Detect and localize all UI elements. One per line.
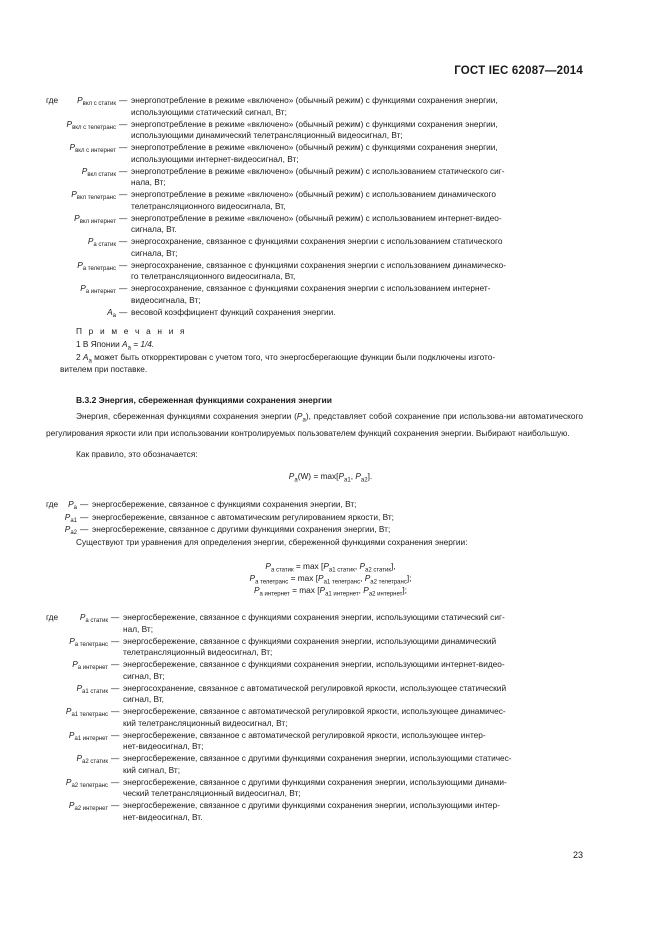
definition-text xyxy=(123,683,583,695)
formula-lhs-sub: a статик xyxy=(270,567,294,574)
formula-max: = max [ xyxy=(288,573,319,583)
definition-term xyxy=(74,213,116,229)
paragraph-3: Существуют три уравнения для определения энергии, сбереженной функциями сохранения энергии: xyxy=(76,537,468,547)
definition-prefix-wrap xyxy=(46,612,58,624)
definition-line-2-text: нет-видеосигнал, Вт. xyxy=(123,811,203,822)
definition-line-2-text: сигнал, Вт; xyxy=(123,670,165,681)
definition-line: энергосбережение, связанное с функциями сохранения энергии, Вт; xyxy=(92,499,357,509)
formula-end: ]; xyxy=(402,585,407,595)
formula-lhs-sub: a телетранс xyxy=(255,579,289,586)
definition-term xyxy=(69,636,108,652)
definition-line-2 xyxy=(123,741,583,753)
definition-subscript: a статик xyxy=(85,618,108,624)
formula-term-1-sub: a1 статик xyxy=(328,567,355,574)
definition-dash: — xyxy=(80,499,89,509)
definition-dash: — xyxy=(119,259,128,270)
definition-subscript: a xyxy=(73,505,77,511)
formula-main xyxy=(0,471,661,484)
definition-subscript: a2 телетранс xyxy=(71,782,108,789)
definition-text xyxy=(131,283,583,295)
definition-line-1: энергосохранение, связанное с функциями сохранения энергии с использованием интернет- xyxy=(131,283,491,293)
definition-line-2-text: использующими статический сигнал, Вт; xyxy=(131,106,287,117)
definition-line-1: энергопотребление в режиме «включено» (обычный режим) с использованием статического сиг- xyxy=(131,165,505,176)
definition-subscript: a1 интернет xyxy=(74,735,108,742)
formula-term-2-sub: a2 телетранс xyxy=(370,579,407,586)
definition-text xyxy=(92,499,583,511)
definition-subscript: a1 статик xyxy=(82,688,108,695)
definition-dash: — xyxy=(111,776,120,787)
note-2-pre: 2 xyxy=(76,352,83,362)
formula-t2-sub: a2 xyxy=(360,477,368,484)
definition-text xyxy=(131,142,583,154)
definition-line-2 xyxy=(131,271,583,283)
definition-line-2 xyxy=(123,647,583,659)
definition-symbol: P xyxy=(68,499,74,509)
definition-line-1: энергосохранение, связанное с функциями сохранения энергии с использованием динамическо- xyxy=(131,259,507,270)
definition-line-2 xyxy=(123,788,583,800)
definition-line: энергосбережение, связанное с автоматическим регулированием яркости, Вт; xyxy=(92,511,394,522)
note-1-pre: 1 В Японии xyxy=(76,339,123,349)
definition-subscript: вкл с телетранс xyxy=(72,124,116,131)
definition-line-1: энергосбережение, связанное с функциями сохранения энергии, использующими динамический xyxy=(123,635,497,646)
definition-term xyxy=(80,612,108,628)
formula-max: = max [ xyxy=(293,561,324,571)
definition-subscript: a статик xyxy=(93,242,116,248)
formula-term-1: P xyxy=(319,585,326,595)
definition-subscript: вкл телетранс xyxy=(76,195,116,201)
definition-term xyxy=(80,283,116,299)
formula-sep: , xyxy=(358,585,364,595)
definition-subscript: a интернет xyxy=(77,665,108,671)
formula-sep: , xyxy=(354,561,360,571)
definition-text xyxy=(123,730,583,742)
definition-subscript: a2 xyxy=(70,530,77,536)
definition-dash: — xyxy=(119,118,128,129)
definition-symbol: A xyxy=(107,306,113,317)
definition-symbol: P xyxy=(77,259,83,270)
definition-symbol: P xyxy=(68,729,75,740)
formula-end: ], xyxy=(390,561,396,571)
definition-line-1: энергопотребление в режиме «включено» (обычный режим) с использованием интернет-видео- xyxy=(131,212,502,223)
definition-prefix-wrap xyxy=(46,95,58,107)
definition-subscript: a2 статик xyxy=(82,759,108,765)
formula-end: ]; xyxy=(406,573,412,583)
definition-line-2-text: телетрансляционного видеосигнала, Вт, xyxy=(131,200,286,211)
definition-subscript: a xyxy=(112,312,116,319)
definition-line-2 xyxy=(131,130,583,142)
definition-line-1: энергосбережение, связанное с другими функциями сохранения энергии, использующими статичес- xyxy=(123,753,512,763)
definition-line-2 xyxy=(131,248,583,260)
definition-line-2 xyxy=(123,624,583,636)
definition-text xyxy=(131,260,583,272)
definition-text xyxy=(123,706,583,718)
para1-b: ), представляет собой сохранение при использова-ни автоматического регулирования яркости или при использовании контролируемых пользователем функций сохранения энергии. Выбирают наибольшую. xyxy=(46,411,583,438)
definition-subscript: a1 xyxy=(70,517,77,524)
definition-subscript: вкл с статик xyxy=(82,101,116,107)
definition-line-2-text: сигнала, Вт; xyxy=(131,247,178,258)
definition-line-2-text: сигнал, Вт, xyxy=(123,694,164,704)
paragraph-2: Как правило, это обозначается: xyxy=(76,449,198,459)
definition-dash: — xyxy=(111,612,120,622)
formula-t1: P xyxy=(338,471,345,481)
definition-line-2-text: телетрансляционный видеосигнал, Вт; xyxy=(123,647,273,657)
definition-line-2-text: использующими интернет-видеосигнал, Вт; xyxy=(131,153,299,164)
definition-subscript: a телетранс xyxy=(74,641,108,648)
definition-term xyxy=(82,166,116,182)
definition-line-1: энергопотребление в режиме «включено» (обычный режим) с функциями сохранения энергии, xyxy=(131,118,498,129)
formula-sep: , xyxy=(350,471,356,481)
notes-title: П р и м е ч а н и я xyxy=(76,326,187,336)
definition-text xyxy=(131,95,583,107)
formula-lhs: P xyxy=(265,561,271,571)
formula-lhs: P xyxy=(249,573,256,583)
definition-symbol: P xyxy=(64,524,71,534)
formula-term-2: P xyxy=(364,573,371,583)
formula-sep: , xyxy=(360,573,365,583)
definition-line-1: энергосбережение, связанное с функциями сохранения энергии, использующими интернет-видео- xyxy=(123,659,505,669)
definition-line-2-text: кий сигнал, Вт; xyxy=(123,764,181,775)
formula-term-1: P xyxy=(323,561,329,571)
note-1-symbol: A xyxy=(122,339,128,349)
definition-line-2 xyxy=(123,694,583,706)
definition-line-2-text: нала, Вт; xyxy=(131,177,166,187)
definition-text xyxy=(92,512,583,524)
definition-text xyxy=(123,777,583,789)
note-1-sub: a xyxy=(127,345,131,352)
definition-text xyxy=(131,307,583,319)
definition-line-1: энергосохранение, связанное с автоматической регулировкой яркости, использующее статический xyxy=(123,682,507,693)
definition-line-1: энергосбережение, связанное с другими функциями сохранения энергии, использующими интер- xyxy=(123,800,500,810)
note-2-text: может быть откорректирован с учетом того, что энергосберегающие функции были подключены изгото- xyxy=(91,352,496,362)
definition-line-2 xyxy=(131,177,583,189)
definition-term xyxy=(71,189,116,205)
definition-prefix: где xyxy=(46,95,59,105)
standard-header: ГОСТ IEC 62087—2014 xyxy=(454,65,583,77)
note-2-symbol: A xyxy=(82,352,89,362)
definition-dash: — xyxy=(111,682,120,693)
definition-line-1: энергопотребление в режиме «включено» (обычный режим) с функциями сохранения энергии, xyxy=(131,95,498,105)
definition-text xyxy=(131,166,583,178)
formula-lhs: P xyxy=(288,471,295,481)
formula-row xyxy=(0,573,661,586)
note-2-sub: a xyxy=(88,358,92,365)
definition-line-2-text: го телетрансляционного видеосигнала, Вт, xyxy=(131,271,296,281)
definition-dash: — xyxy=(80,511,89,522)
definition-symbol: P xyxy=(65,706,72,716)
note-2-line2: вителем при поставке. xyxy=(60,364,148,374)
formula-end: ]. xyxy=(367,471,373,481)
definition-subscript: a интернет xyxy=(85,289,116,295)
section-title: B.3.2 Энергия, сбереженная функциями сохранения энергии xyxy=(76,395,332,405)
definition-line-1: энергосбережение, связанное с функциями сохранения энергии, использующими статический сиг- xyxy=(123,612,505,622)
paragraph-1 xyxy=(46,410,583,439)
definition-symbol: P xyxy=(74,212,80,223)
definition-line-2 xyxy=(131,224,583,236)
definition-subscript: a2 интернет xyxy=(74,806,108,812)
definition-symbol: P xyxy=(71,189,77,199)
formula-max: = max [ xyxy=(289,585,320,595)
definition-text xyxy=(123,800,583,812)
definition-dash: — xyxy=(119,212,128,223)
definition-line-2-text: нет-видеосигнал, Вт; xyxy=(123,741,204,751)
definition-line-1: энергосохранение, связанное с функциями сохранения энергии с использованием статического xyxy=(131,236,503,246)
definition-line-2-text: сигнала, Вт. xyxy=(131,224,177,234)
definition-symbol: P xyxy=(69,142,76,152)
definition-line-2 xyxy=(131,154,583,166)
definition-subscript: вкл статик xyxy=(87,171,116,178)
definition-text xyxy=(123,753,583,765)
definition-symbol: P xyxy=(77,95,83,105)
definition-term xyxy=(66,706,108,722)
definition-subscript: вкл интернет xyxy=(79,218,116,225)
definition-text xyxy=(131,213,583,225)
definition-symbol: P xyxy=(69,635,75,646)
formula-row xyxy=(0,585,661,598)
definition-symbol: P xyxy=(76,753,83,763)
formula-term-2-sub: a2 интернет xyxy=(368,591,403,598)
definition-dash: — xyxy=(111,753,120,763)
definition-prefix-wrap xyxy=(46,499,58,511)
formula-t1-sub: a1 xyxy=(344,477,351,484)
definition-line-2 xyxy=(131,201,583,213)
definition-dash: — xyxy=(119,306,128,317)
definition-term xyxy=(72,659,108,675)
definition-term xyxy=(107,307,116,323)
para1-sub: a xyxy=(302,417,306,424)
definition-line-2-text: ческий телетрансляционный видеосигнал, Вт; xyxy=(123,788,301,798)
formula-term-1-sub: a1 интернет xyxy=(325,591,359,598)
definition-symbol: P xyxy=(80,283,86,293)
definition-subscript: вкл с интернет xyxy=(75,148,116,154)
definition-dash: — xyxy=(119,283,128,293)
definition-term xyxy=(77,95,116,111)
definition-symbol: P xyxy=(87,236,94,246)
definition-line-2-text: нал, Вт; xyxy=(123,623,154,634)
definition-line-2-text: использующими динамический телетрансляционный видеосигнал, Вт; xyxy=(131,130,403,140)
definition-prefix: где xyxy=(46,612,59,622)
para1-symbol: P xyxy=(296,411,303,421)
definition-symbol: P xyxy=(65,776,72,787)
definition-dash: — xyxy=(111,729,120,740)
definition-line-1: энергосбережение, связанное с автоматической регулировкой яркости, использующее динамичес- xyxy=(123,706,506,716)
definition-term xyxy=(69,800,108,816)
definition-text xyxy=(92,524,583,536)
definition-dash: — xyxy=(119,142,128,152)
definition-line-2 xyxy=(131,295,583,307)
para1-a: Энергия, сбереженная функциями сохранения энергии ( xyxy=(76,411,297,421)
definition-term xyxy=(67,119,116,135)
formula-row xyxy=(0,561,661,574)
definition-term xyxy=(77,753,109,769)
definition-text xyxy=(131,236,583,248)
page-number: 23 xyxy=(572,850,583,860)
definition-line-2 xyxy=(123,812,583,824)
definition-line-1: энергопотребление в режиме «включено» (обычный режим) с функциями сохранения энергии, xyxy=(131,142,498,152)
formula-lhs-sub: a интернет xyxy=(259,591,290,598)
definition-line-1: весовой коэффициент функций сохранения энергии. xyxy=(131,306,336,317)
definition-symbol: P xyxy=(81,165,88,176)
note-1-post: = 1/4. xyxy=(130,339,155,349)
definition-text xyxy=(131,189,583,201)
definition-line-2-text: кий телетрансляционный видеосигнал, Вт; xyxy=(123,717,288,728)
definition-dash: — xyxy=(80,524,89,534)
definition-prefix: где xyxy=(46,499,59,509)
definition-symbol: P xyxy=(79,612,86,622)
definition-line-1: энергопотребление в режиме «включено» (обычный режим) с использованием динамического xyxy=(131,189,496,199)
definition-line-1: энергосбережение, связанное с автоматической регулировкой яркости, использующее интер- xyxy=(123,729,486,740)
definition-line: энергосбережение, связанное с другими функциями сохранения энергии, Вт; xyxy=(92,524,391,534)
formula-mid: (W) = max[ xyxy=(297,471,339,481)
definition-term xyxy=(70,142,116,158)
definition-dash: — xyxy=(111,706,120,716)
definition-line-2 xyxy=(123,671,583,683)
definition-term xyxy=(77,683,109,699)
definition-line-2 xyxy=(123,718,583,730)
formula-lhs-sub: a xyxy=(294,477,298,484)
definition-term xyxy=(88,236,116,252)
formula-term-2-sub: a2 статик xyxy=(365,567,391,574)
definition-subscript: a1 телетранс xyxy=(71,712,108,718)
definition-dash: — xyxy=(119,236,128,246)
formula-term-2: P xyxy=(359,561,365,571)
formula-term-1: P xyxy=(318,573,324,583)
formula-lhs: P xyxy=(254,585,260,595)
definition-dash: — xyxy=(111,635,120,646)
formula-term-1-sub: a1 телетранс xyxy=(323,579,361,586)
definition-symbol: P xyxy=(68,800,75,810)
definition-symbol: P xyxy=(76,682,83,693)
definition-text xyxy=(131,119,583,131)
formula-term-2: P xyxy=(363,585,369,595)
definition-term xyxy=(77,260,116,276)
definition-text xyxy=(123,659,583,671)
definition-symbol: P xyxy=(72,659,78,669)
definition-text xyxy=(123,612,583,624)
definition-line-2 xyxy=(123,765,583,777)
definition-symbol: P xyxy=(64,511,71,522)
definition-symbol: P xyxy=(66,118,73,129)
formula-t2: P xyxy=(355,471,361,481)
definition-term xyxy=(69,730,108,746)
definition-line-2-text: видеосигнала, Вт; xyxy=(131,294,201,305)
definition-subscript: a телетранс xyxy=(82,265,116,272)
definition-line-1: энергосбережение, связанное с другими функциями сохранения энергии, использующими динами- xyxy=(123,776,507,787)
definition-text xyxy=(123,636,583,648)
definition-dash: — xyxy=(111,659,120,669)
definition-dash: — xyxy=(119,165,128,176)
definition-dash: — xyxy=(119,95,128,105)
definition-dash: — xyxy=(119,189,128,199)
definition-dash: — xyxy=(111,800,120,810)
definition-term xyxy=(66,777,108,793)
definition-line-2 xyxy=(131,107,583,119)
